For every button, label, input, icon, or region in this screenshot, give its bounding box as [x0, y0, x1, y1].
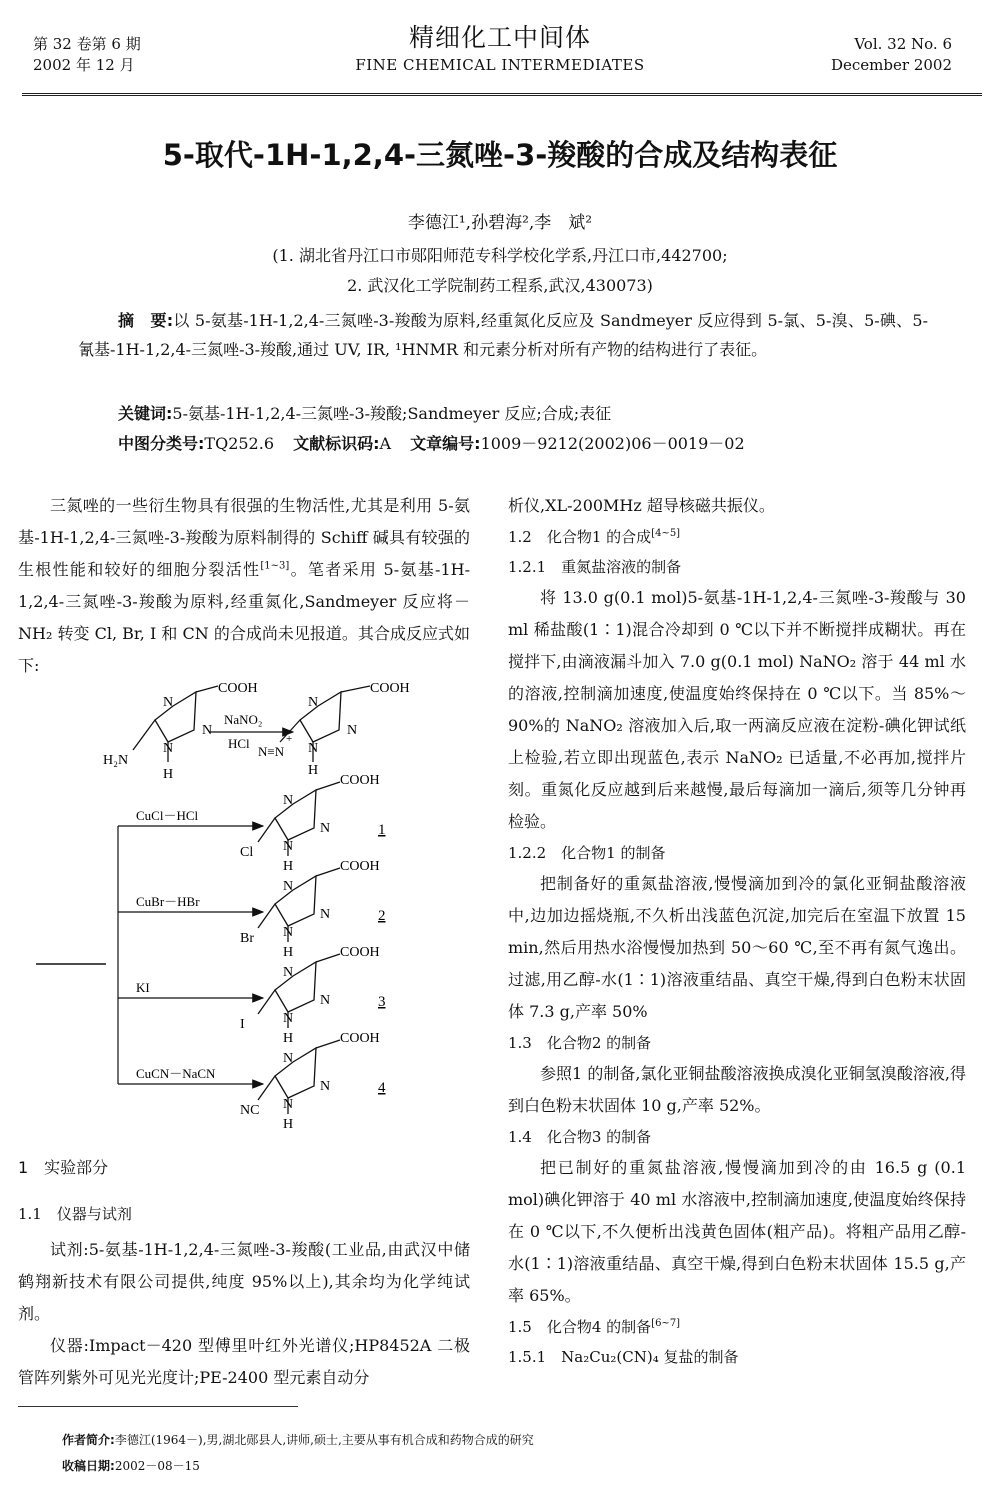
- abstract-text: 以 5-氨基-1H-1,2,4-三氮唑-3-羧酸为原料,经重氮化反应及 Sandmeyer 反应得到 5-氯、5-溴、5-碘、5-氰基-1H-1,2,4-三氮唑-3-羧酸,通过 UV, IR, ¹HNMR 和元素分析对所有产物的结构进行了表征。: [78, 311, 928, 359]
- carboxyl-bond: [316, 868, 340, 876]
- journal-title-cn: 精细化工中间体: [408, 23, 591, 52]
- section-1-5-1-heading: 1.5.1 Na₂Cu₂(CN)₄ 复盐的制备: [508, 1348, 739, 1366]
- instruments-continued: 析仪,XL-200MHz 超导核磁共振仪。: [508, 496, 775, 515]
- ring-nitrogen: N: [283, 1097, 294, 1112]
- affiliation-2: 2. 武汉化工学院制药工程系,武汉,430073): [347, 276, 653, 295]
- ring-nitrogen: N: [283, 1051, 294, 1066]
- triazole-ring: [275, 790, 316, 840]
- substituent-label: Cl: [240, 845, 254, 860]
- doc-code: A: [379, 434, 392, 453]
- ring-nitrogen: N: [283, 793, 294, 808]
- substituent-label: NC: [240, 1103, 260, 1118]
- ring-hydrogen: H: [283, 859, 294, 874]
- issue-info-en: [831, 34, 952, 76]
- svg-text:+: +: [286, 733, 293, 745]
- section-1-2-1-heading: 1.2.1 重氮盐溶液的制备: [508, 558, 682, 576]
- section-1-2-2-heading: 1.2.2 化合物1 的制备: [508, 844, 666, 862]
- carboxyl-bond: [316, 1040, 340, 1048]
- ring-nitrogen: N: [283, 1011, 294, 1026]
- triazole-ring: [275, 876, 316, 926]
- diazo-group: N≡N: [258, 744, 285, 759]
- citation: [6~7]: [651, 1318, 681, 1329]
- section-1-1-heading: 1.1 仪器与试剂: [18, 1205, 132, 1223]
- citation: [4~5]: [651, 528, 681, 539]
- compound-number: 4: [378, 1080, 386, 1096]
- reaction-scheme: [18, 672, 480, 1152]
- svg-text:N: N: [163, 695, 174, 710]
- section-1-heading: 1 实验部分: [18, 1158, 109, 1177]
- author-note-text: 李德江(1964－),男,湖北郧县人,讲师,硕士,主要从事有机合成和药物合成的研究: [114, 1433, 534, 1447]
- compound-number: 1: [378, 822, 386, 838]
- classification-line: [118, 430, 938, 458]
- ring-nitrogen: N: [283, 839, 294, 854]
- amine-label: H₂N: [103, 753, 129, 768]
- reagent-hcl: HCl: [228, 736, 250, 751]
- section-1-5-heading: 1.5 化合物4 的制备[6~7]: [508, 1318, 681, 1336]
- ring-nitrogen: N: [320, 1079, 331, 1094]
- right-column: [508, 490, 966, 1372]
- abstract: [78, 306, 928, 364]
- ring-hydrogen: H: [283, 1031, 294, 1046]
- triazole-ring: [275, 1048, 316, 1098]
- received-date-value: 2002－08－15: [114, 1459, 200, 1473]
- received-date: [62, 1454, 200, 1478]
- section-1-3-heading: 1.3 化合物2 的制备: [508, 1034, 652, 1052]
- abstract-label: 摘 要:: [118, 311, 174, 330]
- journal-title-en: FINE CHEMICAL INTERMEDIATES: [355, 56, 645, 74]
- compound-number: 3: [378, 994, 386, 1010]
- branch-reagent: CuCl－HCl: [136, 808, 199, 823]
- header-rule: [22, 93, 982, 96]
- reagents-paragraph: 试剂:5-氨基-1H-1,2,4-三氮唑-3-羧酸(工业品,由武汉中储鹤翔新技术有限公司提供,纯度 95%以上),其余均为化学纯试剂。: [18, 1240, 470, 1323]
- compound-2-paragraph: 参照1 的制备,氯化亚铜盐酸溶液换成溴化亚铜氢溴酸溶液,得到白色粉末状固体 10 g,产率 52%。: [508, 1064, 966, 1115]
- keywords: [118, 400, 938, 428]
- cooh-label: COOH: [340, 859, 380, 874]
- clc-label: 中图分类号:: [118, 434, 205, 453]
- paper-title: 5-取代-1H-1,2,4-三氮唑-3-羧酸的合成及结构表征: [162, 138, 838, 172]
- cooh-label: COOH: [340, 945, 380, 960]
- substituent-bond: [258, 904, 275, 928]
- branch-reagent: KI: [136, 980, 150, 995]
- compound-number: 2: [378, 908, 386, 924]
- ring-nitrogen: N: [320, 821, 331, 836]
- compound-1-paragraph: 把制备好的重氮盐溶液,慢慢滴加到冷的氯化亚铜盐酸溶液中,边加边摇烧瓶,不久析出浅蓝色沉淀,加完后在室温下放置 15 min,然后用热水浴慢慢加热到 50～60 ℃,至不再有氮气逸出。过滤,用乙醇-水(1∶1)溶液重结晶、真空干燥,得到白色粉末状固体 7.3 g,产率 50%: [508, 874, 966, 1021]
- materials-section: [18, 1234, 470, 1394]
- substituent-bond: [258, 818, 275, 842]
- received-date-label: 收稿日期:: [62, 1459, 115, 1473]
- substituent-label: Br: [240, 931, 254, 946]
- svg-text:H: H: [308, 763, 319, 778]
- svg-text:N: N: [308, 741, 319, 756]
- section-1-2-heading: 1.2 化合物1 的合成[4~5]: [508, 528, 681, 546]
- ring-nitrogen: N: [320, 993, 331, 1008]
- ring-hydrogen: H: [283, 1117, 294, 1132]
- keywords-label: 关键词:: [118, 404, 173, 423]
- article-number-label: 文章编号:: [410, 434, 481, 453]
- reagent-nano2: NaNO₂: [224, 712, 263, 727]
- carboxyl-bond: [316, 782, 340, 790]
- cooh-label: COOH: [340, 1031, 380, 1046]
- issue-date: 2002 年 12 月: [33, 56, 135, 74]
- svg-text:N: N: [308, 695, 319, 710]
- carboxyl-bond: [316, 954, 340, 962]
- section-1-4-heading: 1.4 化合物3 的制备: [508, 1128, 652, 1146]
- substituent-bond: [258, 1076, 275, 1100]
- diazonium-prep-paragraph: 将 13.0 g(0.1 mol)5-氨基-1H-1,2,4-三氮唑-3-羧酸与 30 ml 稀盐酸(1∶1)混合冷却到 0 ℃以下并不断搅拌成糊状。再在搅拌下,由滴液漏斗加入 7.0 g(0.1 mol) NaNO₂ 溶于 44 ml 水的溶液,控制滴加速度,使温度始终保持在 0 ℃以下。当 85%～90%的 NaNO₂ 溶液加入后,取一两滴反应液在淀粉-碘化钾试纸上检验,若立即出现蓝色,表示 NaNO₂ 已适量,不必再加,搅拌片刻。重氮化反应越到后来越慢,最后每滴加一滴后,须等几分钟再检验。: [508, 588, 966, 831]
- footnote-rule: [18, 1406, 298, 1407]
- volume-issue-en: Vol. 32 No. 6: [854, 35, 952, 53]
- intro-section: [18, 490, 470, 682]
- svg-text:N: N: [163, 741, 174, 756]
- cooh-label: COOH: [218, 681, 258, 696]
- issue-date-en: December 2002: [831, 56, 952, 74]
- ring-hydrogen: H: [283, 945, 294, 960]
- doc-code-label: 文献标识码:: [293, 434, 380, 453]
- ring-nitrogen: N: [283, 879, 294, 894]
- branch-reagent: CuCN－NaCN: [136, 1066, 216, 1081]
- ring-nitrogen: N: [283, 925, 294, 940]
- keywords-text: 5-氨基-1H-1,2,4-三氮唑-3-羧酸;Sandmeyer 反应;合成;表征: [172, 404, 612, 423]
- author-note-label: 作者简介:: [62, 1433, 115, 1447]
- branch-reagent: CuBr－HBr: [136, 894, 200, 909]
- triazole-ring: [275, 962, 316, 1012]
- ring-nitrogen: N: [283, 965, 294, 980]
- substituent-bond: [258, 990, 275, 1014]
- instruments-paragraph: 仪器:Impact－420 型傅里叶红外光谱仪;HP8452A 二极管阵列紫外可见光光度计;PE-2400 型元素自动分: [18, 1336, 470, 1387]
- citation: [1~3]: [260, 560, 290, 572]
- affiliation-1: (1. 湖北省丹江口市郧阳师范专科学校化学系,丹江口市,442700;: [272, 246, 728, 265]
- svg-text:COOH: COOH: [370, 681, 410, 696]
- intro-paragraph: 三氮唑的一些衍生物具有很强的生物活性,尤其是利用 5-氨基-1H-1,2,4-三氮唑-3-羧酸为原料制得的 Schiff 碱具有较强的生根性能和较好的细胞分裂活性[1~3]。笔者采用 5-氨基-1H-1,2,4-三氮唑-3-羧酸为原料,经重氮化,Sandmeyer 反应将－NH₂ 转变 Cl, Br, I 和 CN 的合成尚未见报道。其合成反应式如下:: [18, 496, 470, 675]
- authors: 李德江¹,孙碧海²,李 斌²: [407, 213, 593, 233]
- article-number: 1009－9212(2002)06－0019－02: [480, 434, 745, 453]
- substituent-label: I: [240, 1017, 245, 1032]
- svg-text:H: H: [163, 767, 174, 782]
- svg-text:N: N: [347, 723, 358, 738]
- clc-code: TQ252.6: [204, 434, 274, 453]
- svg-text:N: N: [202, 723, 213, 738]
- ring-nitrogen: N: [320, 907, 331, 922]
- author-note: [62, 1428, 534, 1452]
- cooh-label: COOH: [340, 773, 380, 788]
- volume-issue: 第 32 卷第 6 期: [33, 35, 141, 53]
- compound-3-paragraph: 把已制好的重氮盐溶液,慢慢滴加到冷的由 16.5 g (0.1 mol)碘化钾溶于 40 ml 水溶液中,控制滴加速度,使温度始终保持在 0 ℃以下,不久便析出浅黄色固体(粗产品)。将粗产品用乙醇-水(1∶1)溶液重结晶、真空干燥,得到白色粉末状固体 15.5 g,产率 65%。: [508, 1158, 966, 1305]
